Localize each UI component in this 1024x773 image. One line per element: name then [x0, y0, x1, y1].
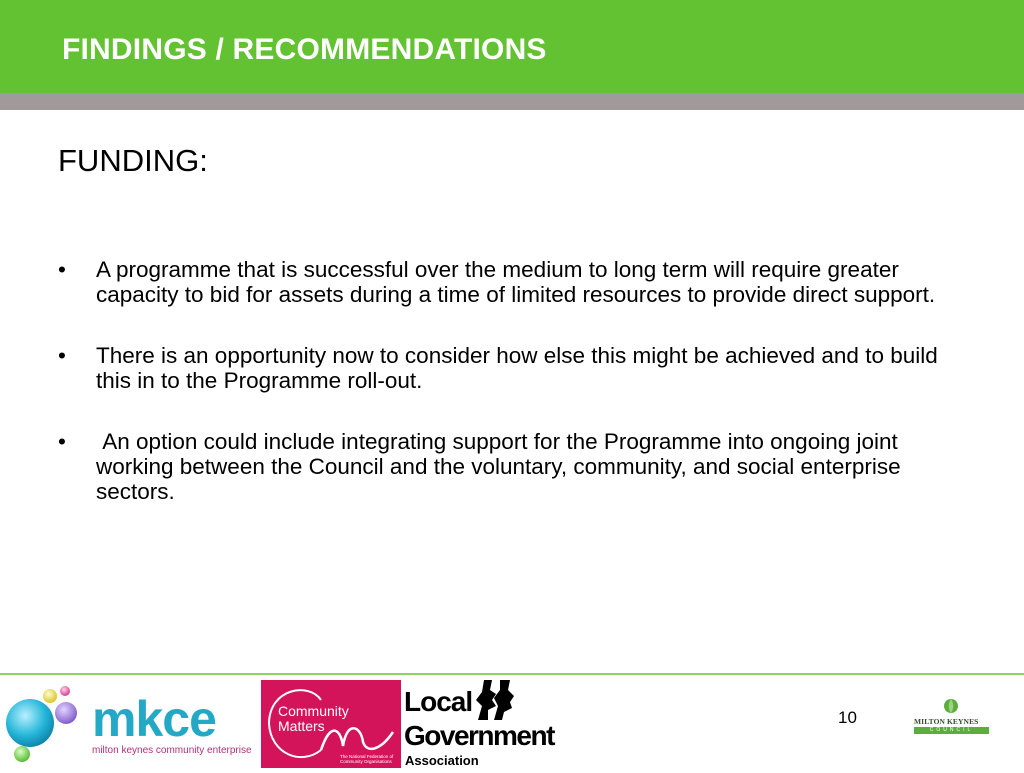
bullet-item [58, 343, 968, 393]
bullet-marker: • [58, 429, 66, 454]
lga-word-government: Government [404, 720, 554, 751]
mk-council-name: MILTON KEYNES [914, 717, 979, 726]
page-number: 10 [838, 708, 857, 727]
community-matters-tagline: The National Federation of Community Organisations [340, 754, 394, 764]
bullet-marker: • [58, 257, 66, 282]
bullet-text: An option could include integrating support for the Programme into ongoing joint working between the Council and the voluntary, community, and social enterprise sectors. [96, 429, 907, 504]
bullet-list [58, 257, 968, 540]
header-stripe [0, 93, 1024, 110]
section-heading: FUNDING: [58, 143, 208, 178]
mk-council-word: COUNCIL [929, 727, 974, 733]
lga-word-association: Association [405, 753, 479, 768]
bullet-text: A programme that is successful over the medium to long term will require greater capacity to bid for assets during a time of limited resources to provide direct support. [96, 257, 936, 307]
community-matters-name: Community Matters [278, 703, 349, 734]
lga-word-local: Local [404, 686, 473, 717]
bullet-text: There is an opportunity now to consider how else this might be achieved and to build this in to the Programme roll-out. [96, 343, 938, 393]
bullet-marker: • [58, 343, 66, 368]
slide-title: FINDINGS / RECOMMENDATIONS [62, 33, 547, 66]
bullet-item [58, 257, 968, 307]
mkce-wordmark: mkce [92, 691, 216, 747]
mkce-tagline: milton keynes community enterprise [92, 745, 252, 756]
bullet-item [58, 429, 968, 504]
footer-divider [0, 673, 1024, 675]
